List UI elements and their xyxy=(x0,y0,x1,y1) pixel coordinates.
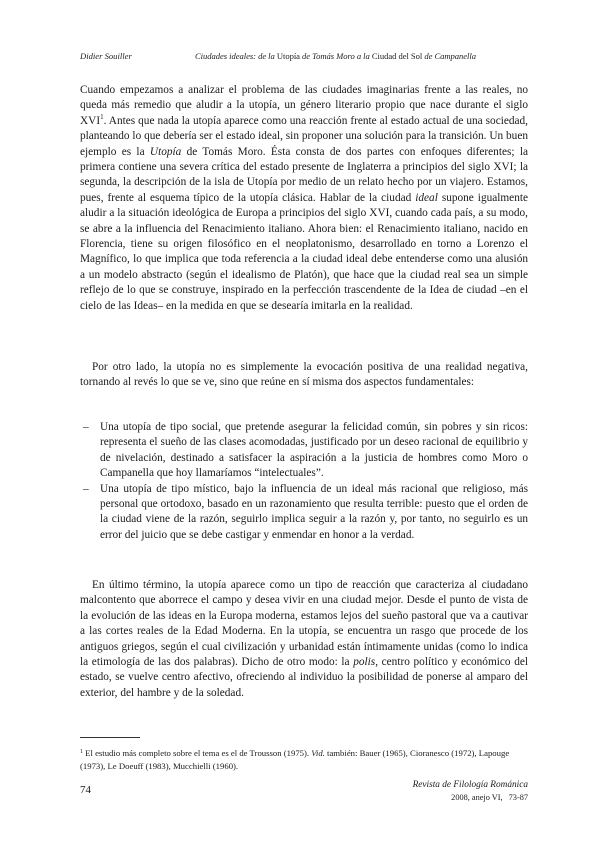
dash-list xyxy=(80,420,528,543)
paragraph-3 xyxy=(80,578,528,701)
footnote xyxy=(80,746,528,773)
page-range: 73-87 xyxy=(508,793,528,802)
header-title-part: de Tomás Moro a la xyxy=(299,51,372,61)
text-run: En último término, la utopía aparece como un tipo de reacción que caracteriza al ciudadano malcontento que aborrece el campo y desea vivir en una ciudad mejor. Desde el punto de vista de la evolución de las ideas en la Europa moderna, estamos lejos del sueño pastoral que va a cautivar a las cortes reales de la Edad Moderna. En la utopía, se encuentra un rasgo que procede de los antiguos griegos, según el cual civilización y urbanidad están íntimamente unidas (como lo indica la etimología de las dos palabras). Dicho de otro modo: la xyxy=(80,579,528,669)
list-item-text: Una utopía de tipo místico, bajo la influencia de un ideal más racional que religioso, más personal que ortodoxo, basado en un razonamiento que resulta terrible: puesto que el orden de la ciudad viene de la razón, seguirlo implica seguir a la razón y, por tanto, no seguirlo es un error del juicio que se debe castigar y enmendar en honor a la verdad. xyxy=(100,482,528,541)
dash-bullet: – xyxy=(83,482,89,495)
journal-issue xyxy=(451,793,528,802)
journal-title: Revista de Filología Románica xyxy=(412,780,528,790)
footnote-reference[interactable]: 1 xyxy=(100,112,104,121)
header-title-part: de Campanella xyxy=(422,51,476,61)
footnote-text-italic: Vid. xyxy=(311,748,325,758)
text-run: . Antes que nada la utopía aparece como una reacción frente al estado actual de una sociedad, planteando lo que debería ser el estado ideal, sin proponer una solución para la transición. Un buen ejemplo es la xyxy=(80,114,528,158)
footnote-divider xyxy=(80,737,140,738)
paragraph-2 xyxy=(80,360,528,391)
paragraph-1 xyxy=(80,83,528,314)
text-run: , centro político y económico del estado, se vuelve centro afectivo, ofreciendo al individuo la posibilidad de ponerse al amparo del exterior, del hambre y de la soledad. xyxy=(80,656,528,699)
running-header-author: Didier Souiller xyxy=(80,51,132,61)
text-run: Cuando empezamos a analizar el problema de las ciudades imaginarias frente a las reales, no queda más remedio que aludir a la utopía, un género literario propio que nace durante el siglo XVI xyxy=(80,84,528,127)
header-title-part: Utopía xyxy=(276,51,300,61)
paragraph-2-text: Por otro lado, la utopía no es simplemente la evocación positiva de una realidad negativa, tornando al revés lo que se ve, sino que reúne en sí misma dos aspectos fundamentales: xyxy=(80,361,528,389)
text-run-italic: polis xyxy=(353,656,376,669)
text-run: supone igualmente aludir a la situación ideológica de Europa a principios del siglo XVI, cuando cada país, a su modo, se abre a la influencia del Renacimiento italiano. Ahora bien: el Renacimiento italiano, nacido en Florencia, tiene su origen filosófico en el neoplatonismo, desarrollado en torno a Lorenzo el Magnífico, lo que implica que toda referencia a la ciudad ideal debe entenderse como una alusión a un modelo abstracto (según el idealismo de Platón), que hace que la ciudad real sea un simple reflejo de lo que se construye, inspirado en la perfección trascendente de la Idea de ciudad –en el cielo de las Ideas– en la medida en que se desearía imitarla en la realidad. xyxy=(80,191,528,312)
list-item xyxy=(80,482,528,544)
text-run-italic: ideal xyxy=(415,191,438,204)
header-title-part: Ciudades ideales: de la xyxy=(195,51,277,61)
issue-text: 2008, anejo VI, xyxy=(451,793,503,802)
header-title-part: Ciudad del Sol xyxy=(371,51,423,61)
list-item xyxy=(80,420,528,482)
running-header-title xyxy=(195,51,476,61)
text-run: de Tomás Moro. Ésta consta de dos partes con enfoques diferentes; la primera contiene una severa crítica del estado presente de Inglaterra a principios del siglo XVI; la segunda, la descripción de la isla de Utopía por medio de un relato hecho por un viajero. Estamos, pues, frente al esquema típico de la utopía clásica. Hablar de la ciudad xyxy=(80,145,528,204)
text-run-italic: Utopía xyxy=(149,145,182,158)
page-number: 74 xyxy=(80,784,91,796)
footnote-text: también: Bauer (1965), Cioranesco (1972), Lapouge (1973), Le Doeuff (1983), Mucchielli (1960). xyxy=(80,748,510,771)
footnote-text: El estudio más completo sobre el tema es el de Trousson (1975). xyxy=(85,748,312,758)
footnote-number: 1 xyxy=(80,749,83,755)
list-item-text: Una utopía de tipo social, que pretende asegurar la felicidad común, sin pobres y sin ricos: representa el sueño de las clases acomodadas, justificado por un deseo racional de equilibrio y de nivelación, destinado a satisfacer la aspiración a la justicia de hombres como Moro o Campanella que hoy llamaríamos “intelectuales”. xyxy=(100,421,528,480)
dash-bullet: – xyxy=(83,421,89,433)
